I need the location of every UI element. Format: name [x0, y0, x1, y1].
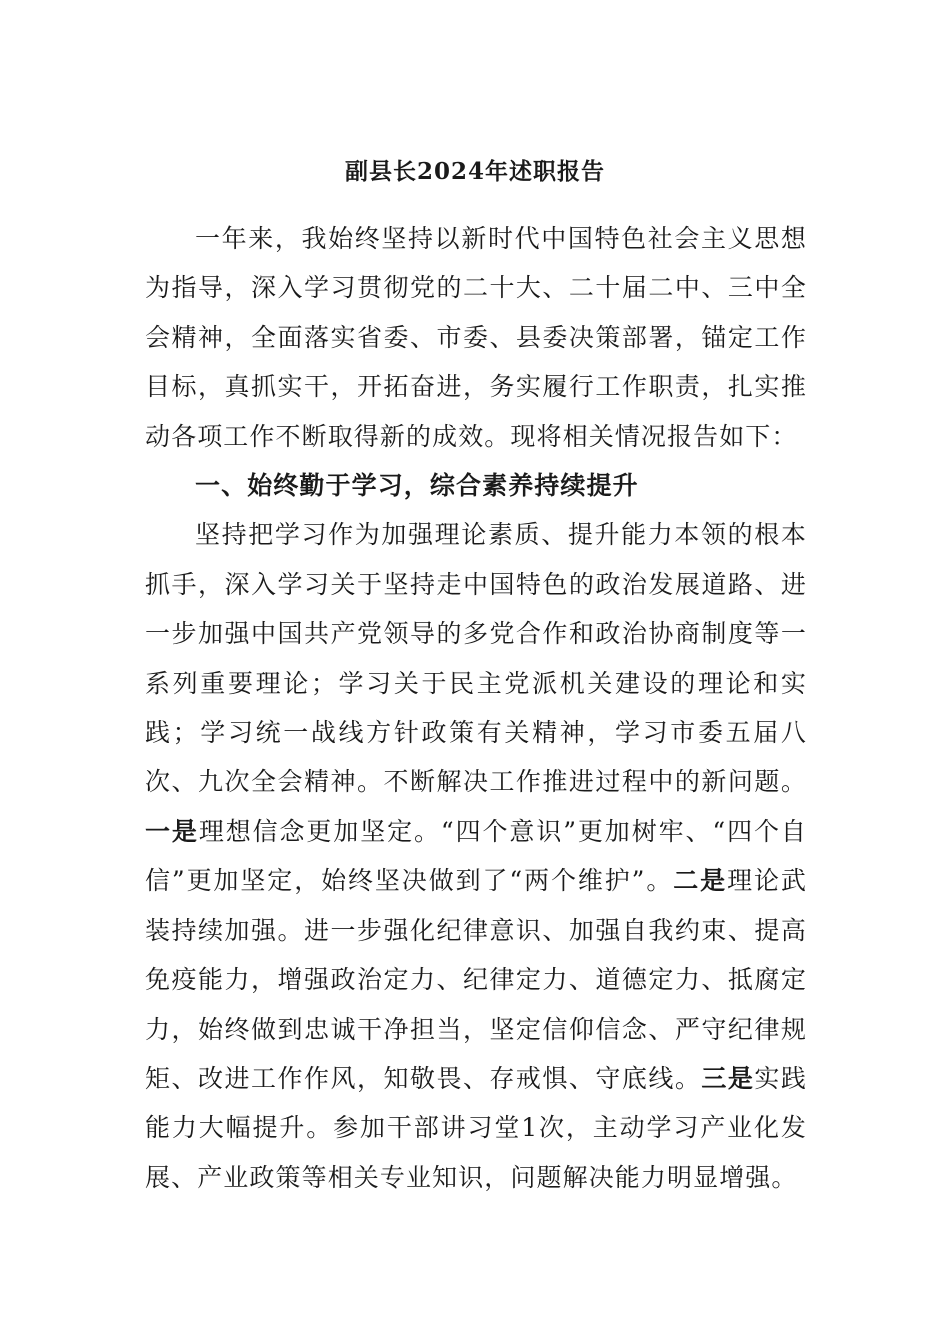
point-text: 实践能力大幅提升。参加干部讲习堂1次，主动学习产业化发展、产业政策等相关专业知识，问题解决能力明显增强。 [145, 1063, 808, 1192]
intro-paragraph: 一年来，我始终坚持以新时代中国特色社会主义思想为指导，深入学习贯彻党的二十大、二十届二中、三中全会精神，全面落实省委、市委、县委决策部署，锚定工作目标，真抓实干，开拓奋进，务实履行工作职责，扎实推动各项工作不断取得新的成效。现将相关情况报告如下： [145, 224, 807, 451]
section-text-part: 坚持把学习作为加强理论素质、提升能力本领的根本抓手，深入学习关于坚持走中国特色的政治发展道路、进一步加强中国共产党领导的多党合作和政治协商制度等一系列重要理论；学习关于民主党派机关建设的理论和实践；学习统一战线方针政策有关精神，学习市委五届八次、九次全会精神。不断解决工作推进过程中的新问题。 [145, 520, 807, 797]
section-heading: 一、始终勤于学习，综合素养持续提升 [195, 471, 639, 501]
section-paragraph [145, 510, 807, 1202]
document-title: 副县长2024年述职报告 [344, 158, 605, 185]
point-text: 理想信念更加坚定。“四个意识”更加树牢、“四个自信”更加坚定，始终坚决做到了“两个维护”。 [145, 816, 807, 896]
point-label: 三是 [701, 1063, 755, 1093]
point-label: 一是 [145, 816, 199, 846]
point-text: 理论武装持续加强。进一步强化纪律意识、加强自我约束、提高免疫能力，增强政治定力、纪律定力、道德定力、抵腐定力，始终做到忠诚干净担当，坚定信仰信念、严守纪律规矩、改进工作作风，知敬畏、存戒惧、守底线。 [145, 866, 807, 1093]
document-body [145, 214, 807, 1202]
point-label: 二是 [673, 866, 728, 896]
